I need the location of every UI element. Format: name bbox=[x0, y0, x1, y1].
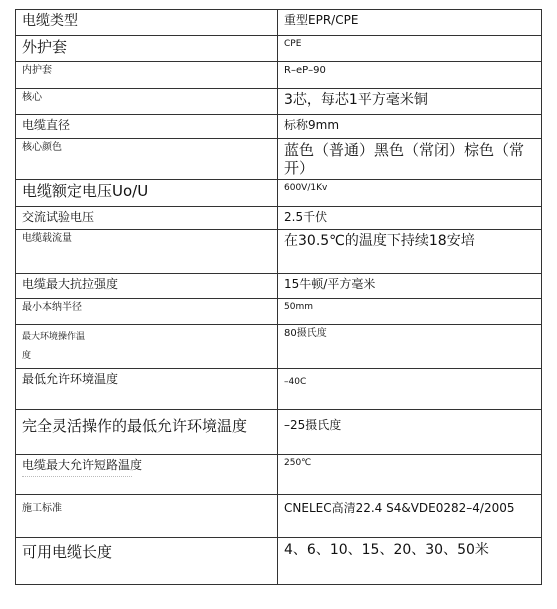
table-row bbox=[16, 538, 542, 585]
spec-value-outer-sheath: CPE bbox=[278, 36, 542, 62]
spec-value-min-flex-temp: –25摄氏度 bbox=[278, 410, 542, 455]
spec-label-min-bend-radius: 最小本纳半径 bbox=[16, 299, 278, 325]
faint-divider-line bbox=[22, 476, 132, 477]
spec-value-core: 3芯，每芯1平方毫米铜 bbox=[278, 89, 542, 115]
spec-label-min-ambient-temp: 最低允许环境温度 bbox=[16, 369, 278, 410]
table-row bbox=[16, 455, 542, 495]
spec-label-cable-type: 电缆类型 bbox=[16, 10, 278, 36]
table-row bbox=[16, 62, 542, 89]
spec-value-tensile-strength: 15牛顿/平方毫米 bbox=[278, 274, 542, 299]
spec-value-available-lengths: 4、6、10、15、20、30、50米 bbox=[278, 538, 542, 585]
spec-value-cable-type: 重型EPR/CPE bbox=[278, 10, 542, 36]
table-row bbox=[16, 207, 542, 230]
table-row bbox=[16, 299, 542, 325]
table-row bbox=[16, 36, 542, 62]
table-row bbox=[16, 325, 542, 369]
spec-value-min-ambient-temp: –40C bbox=[278, 369, 542, 410]
table-row bbox=[16, 89, 542, 115]
spec-value-short-circuit-temp: 250℃ bbox=[278, 455, 542, 495]
table-row bbox=[16, 10, 542, 36]
spec-label-short-circuit-temp-text: 电缆最大允许短路温度 bbox=[22, 458, 143, 473]
spec-label-max-ambient-temp-text: 最大环境操作温度 bbox=[22, 332, 86, 362]
spec-value-core-colors: 蓝色（普通）黑色（常闭）棕色（常开） bbox=[278, 139, 542, 180]
table-row bbox=[16, 115, 542, 139]
table-row bbox=[16, 180, 542, 207]
spec-value-min-bend-radius: 50mm bbox=[278, 299, 542, 325]
spec-label-tensile-strength: 电缆最大抗拉强度 bbox=[16, 274, 278, 299]
spec-label-cable-diameter: 电缆直径 bbox=[16, 115, 278, 139]
table-row bbox=[16, 230, 542, 274]
spec-label-rated-voltage: 电缆额定电压Uo/U bbox=[16, 180, 278, 207]
spec-value-construction-standard: CNELEC高清22.4 S4&VDE0282–4/2005 bbox=[278, 495, 542, 538]
spec-label-core-colors: 核心颜色 bbox=[16, 139, 278, 180]
table-row bbox=[16, 139, 542, 180]
table-row bbox=[16, 274, 542, 299]
spec-value-max-ambient-temp: 80摄氏度 bbox=[278, 325, 542, 369]
table-row bbox=[16, 369, 542, 410]
spec-label-min-flex-temp-text: 完全灵活操作的最低允许环境温度 bbox=[22, 417, 248, 436]
spec-label-current-capacity: 电缆载流量 bbox=[16, 230, 278, 274]
spec-label-min-flex-temp bbox=[16, 410, 278, 455]
table-row bbox=[16, 495, 542, 538]
cable-spec-table bbox=[15, 9, 542, 585]
spec-value-cable-diameter: 标称9mm bbox=[278, 115, 542, 139]
spec-label-inner-sheath: 内护套 bbox=[16, 62, 278, 89]
spec-value-inner-sheath: R–eP–90 bbox=[278, 62, 542, 89]
table-row bbox=[16, 410, 542, 455]
spec-value-rated-voltage: 600V/1Kv bbox=[278, 180, 542, 207]
spec-label-ac-test-voltage: 交流试验电压 bbox=[16, 207, 278, 230]
spec-label-construction-standard: 施工标准 bbox=[16, 495, 278, 538]
spec-label-short-circuit-temp bbox=[16, 455, 278, 495]
spec-value-ac-test-voltage: 2.5千伏 bbox=[278, 207, 542, 230]
spec-label-core: 核心 bbox=[16, 89, 278, 115]
spec-label-available-lengths: 可用电缆长度 bbox=[16, 538, 278, 585]
spec-value-current-capacity: 在30.5℃的温度下持续18安培 bbox=[278, 230, 542, 274]
spec-label-outer-sheath: 外护套 bbox=[16, 36, 278, 62]
spec-label-max-ambient-temp bbox=[16, 325, 278, 369]
